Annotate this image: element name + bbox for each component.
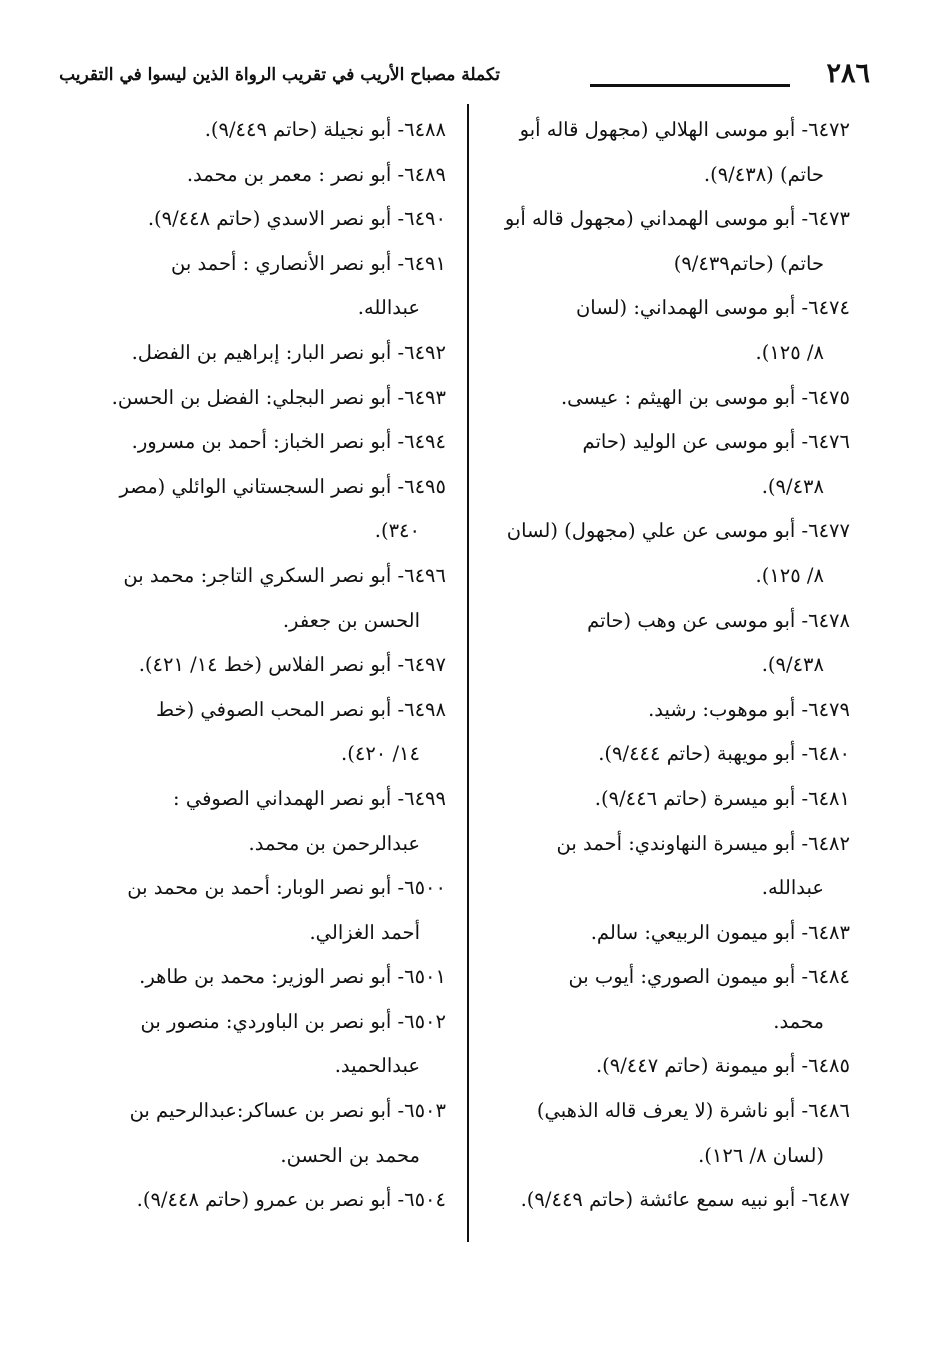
- entry-continuation: حاتم) (حاتم٩/٤٣٩): [673, 251, 824, 275]
- entry-text: ٦٤٩٢- أبو نصر البار: إبراهيم بن الفضل.: [131, 340, 446, 364]
- entry-text: ٦٤٧٨- أبو موسى عن وهب (حاتم: [587, 608, 850, 632]
- entry-text: ٦٤٩٦- أبو نصر السكري التاجر: محمد بن: [123, 563, 446, 587]
- entry: [96, 420, 446, 465]
- entry: [492, 1089, 850, 1178]
- entry: [96, 866, 446, 955]
- entry: [492, 420, 850, 509]
- entry-continuation: (لسان ٨/ ١٢٦).: [698, 1143, 824, 1167]
- entry-text: ٦٥٠٢- أبو نصر بن الباوردي: منصور بن: [140, 1009, 446, 1033]
- entry-text: ٦٤٨٧- أبو نبيه سمع عائشة (حاتم ٩/٤٤٩).: [520, 1188, 850, 1212]
- entry-text: ٦٤٨٥- أبو ميمونة (حاتم ٩/٤٤٧).: [595, 1054, 850, 1078]
- entry: [96, 955, 446, 1000]
- entry-text: ٦٤٨٣- أبو ميمون الربيعي: سالم.: [590, 920, 850, 944]
- entry-text: ٦٤٨٤- أبو ميمون الصوري: أيوب بن: [568, 965, 850, 989]
- entry: [96, 465, 446, 554]
- left-column: [96, 108, 446, 1223]
- entry-text: ٦٤٨٠- أبو مويهبة (حاتم ٩/٤٤٤).: [598, 742, 850, 766]
- entry-text: ٦٤٨٨- أبو نجيلة (حاتم ٩/٤٤٩).: [204, 118, 446, 141]
- entry-continuation: ١٤/ ٤٢٠).: [341, 742, 420, 766]
- entry: [96, 1000, 446, 1089]
- entry: [96, 643, 446, 688]
- entry-continuation: ٩/٤٣٨).: [761, 653, 824, 677]
- entry: [492, 911, 850, 956]
- entry-text: ٦٥٠٤- أبو نصر بن عمرو (حاتم ٩/٤٤٨).: [136, 1188, 446, 1212]
- entry: [96, 331, 446, 376]
- entry: [492, 286, 850, 375]
- entry: [492, 509, 850, 598]
- entry-text: ٦٤٧٩- أبو موهوب: رشيد.: [648, 697, 850, 721]
- entry-text: ٦٤٩٣- أبو نصر البجلي: الفضل بن الحسن.: [111, 385, 446, 409]
- entry-text: ٦٤٩١- أبو نصر الأنصاري : أحمد بن: [170, 251, 446, 275]
- entry-text: ٦٤٧٢- أبو موسى الهلالي (مجهول قاله أبو: [519, 118, 850, 141]
- entry-text: ٦٥٠٠- أبو نصر الوبار: أحمد بن محمد بن: [127, 876, 446, 900]
- entry-text: ٦٤٨٢- أبو ميسرة النهاوندي: أحمد بن: [556, 831, 850, 855]
- entry-text: ٦٥٠١- أبو نصر الوزير: محمد بن طاهر.: [139, 965, 446, 989]
- entry: [96, 197, 446, 242]
- right-column: [492, 108, 850, 1223]
- entry: [96, 153, 446, 198]
- entry-continuation: عبدالحميد.: [334, 1054, 420, 1078]
- entry: [492, 822, 850, 911]
- entry: [492, 955, 850, 1044]
- entry: [492, 688, 850, 733]
- entry: [96, 554, 446, 643]
- header-rule: [590, 84, 790, 87]
- entry-continuation: محمد بن الحسن.: [280, 1143, 420, 1167]
- entry: [492, 732, 850, 777]
- entry-text: ٦٤٧٤- أبو موسى الهمداني: (لسان: [575, 296, 850, 320]
- entry: [96, 777, 446, 866]
- entry-text: ٦٤٩٧- أبو نصر الفلاس (خط ١٤/ ٤٢١).: [138, 653, 446, 677]
- entry-continuation: ٨/ ١٢٥).: [755, 563, 824, 587]
- entry: [492, 376, 850, 421]
- entry: [96, 242, 446, 331]
- entry: [492, 599, 850, 688]
- entry-text: ٦٤٩٠- أبو نصر الاسدي (حاتم ٩/٤٤٨).: [147, 207, 446, 231]
- entry-continuation: ٩/٤٣٨).: [761, 474, 824, 498]
- entry-text: ٦٤٧٦- أبو موسى عن الوليد (حاتم: [582, 430, 850, 454]
- entry: [96, 688, 446, 777]
- page-number: ٢٨٦: [826, 58, 870, 89]
- entry: [492, 108, 850, 197]
- entry-continuation: عبدالرحمن بن محمد.: [248, 831, 420, 855]
- entry-continuation: عبدالله.: [761, 876, 824, 900]
- entry-continuation: ٣٤٠).: [374, 519, 420, 543]
- entry-continuation: محمد.: [773, 1009, 824, 1033]
- entry-text: ٦٤٩٤- أبو نصر الخباز: أحمد بن مسرور.: [131, 430, 446, 454]
- entry-text: ٦٤٨٩- أبو نصر : معمر بن محمد.: [186, 162, 446, 186]
- entry: [492, 197, 850, 286]
- entry: [96, 108, 446, 153]
- entry-text: ٦٤٧٥- أبو موسى بن الهيثم : عيسى.: [560, 385, 850, 409]
- entry: [96, 1178, 446, 1223]
- entry-continuation: حاتم) (٩/٤٣٨).: [703, 162, 824, 186]
- entry-text: ٦٤٨١- أبو ميسرة (حاتم ٩/٤٤٦).: [594, 786, 850, 810]
- entry-continuation: ٨/ ١٢٥).: [755, 340, 824, 364]
- entry-continuation: أحمد الغزالي.: [309, 920, 420, 944]
- entry-text: ٦٤٧٣- أبو موسى الهمداني (مجهول قاله أبو: [504, 207, 850, 231]
- entry: [96, 1089, 446, 1178]
- entry-text: ٦٤٧٧- أبو موسى عن علي (مجهول) (لسان: [506, 519, 850, 543]
- entry-continuation: عبدالله.: [357, 296, 420, 320]
- entry: [492, 777, 850, 822]
- entry-continuation: الحسن بن جعفر.: [282, 608, 420, 632]
- entry: [492, 1178, 850, 1223]
- entry-text: ٦٤٩٥- أبو نصر السجستاني الوائلي (مصر: [119, 474, 446, 498]
- column-divider: [467, 104, 469, 1242]
- entry-text: ٦٤٩٩- أبو نصر الهمداني الصوفي :: [173, 786, 446, 810]
- page-header: [59, 54, 870, 98]
- entry-text: ٦٥٠٣- أبو نصر بن عساكر:عبدالرحيم بن: [129, 1099, 446, 1123]
- running-title: تكملة مصباح الأريب في تقريب الرواة الذين ليسوا في التقريب: [59, 65, 500, 85]
- entry: [96, 376, 446, 421]
- entry: [492, 1044, 850, 1089]
- entry-text: ٦٤٨٦- أبو ناشرة (لا يعرف قاله الذهبي): [536, 1099, 850, 1123]
- entry-text: ٦٤٩٨- أبو نصر المحب الصوفي (خط: [156, 697, 446, 721]
